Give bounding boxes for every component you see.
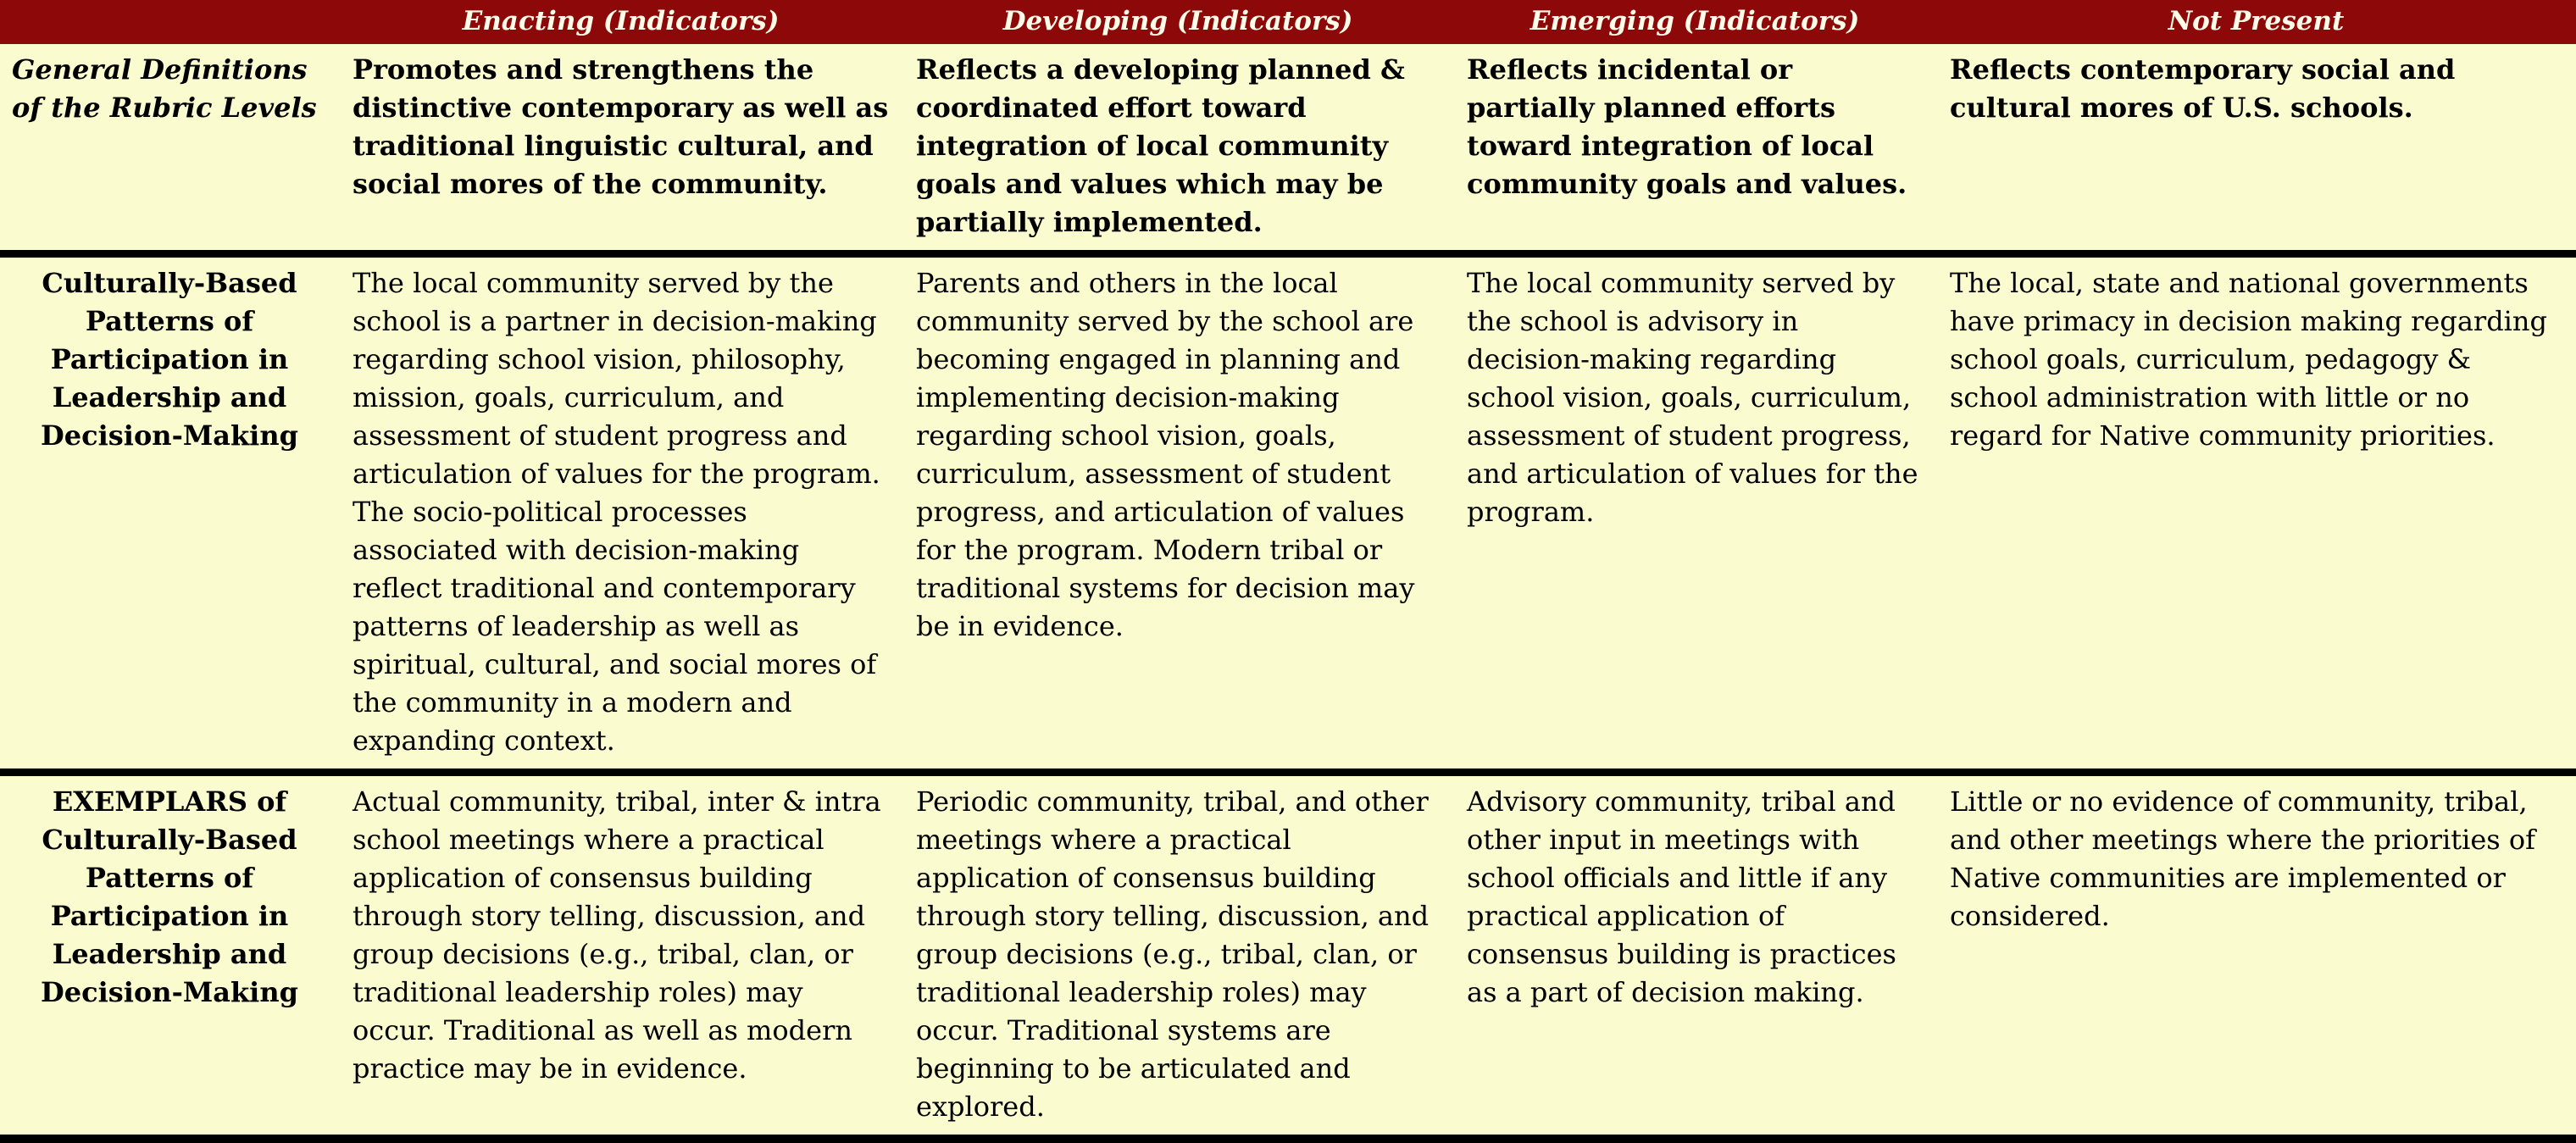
cell-patterns-enacting: The local community served by the school is a partner in decision-making regarding school vision, philosophy, mission, goals, curriculum, and assessment of student progress and articulation of values for the program. The socio-political processes associated with decision-making reflect traditional and contemporary patterns of leadership as well as spiritual, cultural, and social mores of the community in a modern and expanding context.: [339, 253, 902, 772]
header-cell-enacting: Enacting (Indicators): [339, 0, 902, 44]
header-row: [0, 0, 2576, 44]
header-cell-blank: [0, 0, 339, 44]
cell-general-emerging: Reflects incidental or partially planned efforts toward integration of local community goals and values.: [1467, 53, 1907, 200]
row-exemplars: [0, 772, 2576, 1139]
header-cell-developing: Developing (Indicators): [902, 0, 1453, 44]
row-label-exemplars: EXEMPLARS of Culturally-Based Patterns of Participation in Leadership and Decision-Making: [0, 772, 339, 1139]
row-label-culturally-based-patterns: Culturally-Based Patterns of Participation in Leadership and Decision-Making: [0, 253, 339, 772]
cell-exemplars-enacting: Actual community, tribal, inter & intra school meetings where a practical application of consensus building through story telling, discussion, and group decisions (e.g., tribal, clan, or traditional leadership roles) may occur. Traditional as well as modern practice may be in evidence.: [339, 772, 902, 1139]
header-cell-not-present: Not Present: [1936, 0, 2576, 44]
row-label-general-definitions: General Definitions of the Rubric Levels: [12, 53, 317, 124]
cell-exemplars-developing: Periodic community, tribal, and other meetings where a practical application of consensus building through story telling, discussion, and group decisions (e.g., tribal, clan, or traditional leadership roles) may occur. Traditional systems are beginning to be articulated and explored.: [902, 772, 1453, 1139]
cell-general-enacting: Promotes and strengthens the distinctive contemporary as well as traditional linguistic cultural, and social mores of the community.: [353, 53, 889, 200]
row-culturally-based-patterns: [0, 253, 2576, 772]
row-general-definitions: [0, 44, 2576, 254]
cell-patterns-not-present: The local, state and national governments have primacy in decision making regarding school goals, curriculum, pedagogy & school administration with little or no regard for Native community priorities.: [1936, 253, 2576, 772]
cell-general-not-present: Reflects contemporary social and cultural mores of U.S. schools.: [1950, 53, 2456, 124]
header-cell-emerging: Emerging (Indicators): [1453, 0, 1936, 44]
cell-patterns-emerging: The local community served by the school is advisory in decision-making regarding school vision, goals, curriculum, assessment of student progress, and articulation of values for the program.: [1453, 253, 1936, 772]
cell-exemplars-not-present: Little or no evidence of community, tribal, and other meetings where the priorities of Native communities are implemented or considered.: [1936, 772, 2576, 1139]
cell-patterns-developing: Parents and others in the local community served by the school are becoming engaged in planning and implementing decision-making regarding school vision, goals, curriculum, assessment of student progress, and articulation of values for the program. Modern tribal or traditional systems for decision may be in evidence.: [902, 253, 1453, 772]
cell-exemplars-emerging: Advisory community, tribal and other input in meetings with school officials and little if any practical application of consensus building is practices as a part of decision making.: [1453, 772, 1936, 1139]
cell-general-developing: Reflects a developing planned & coordinated effort toward integration of local community goals and values which may be partially implemented.: [916, 53, 1405, 238]
